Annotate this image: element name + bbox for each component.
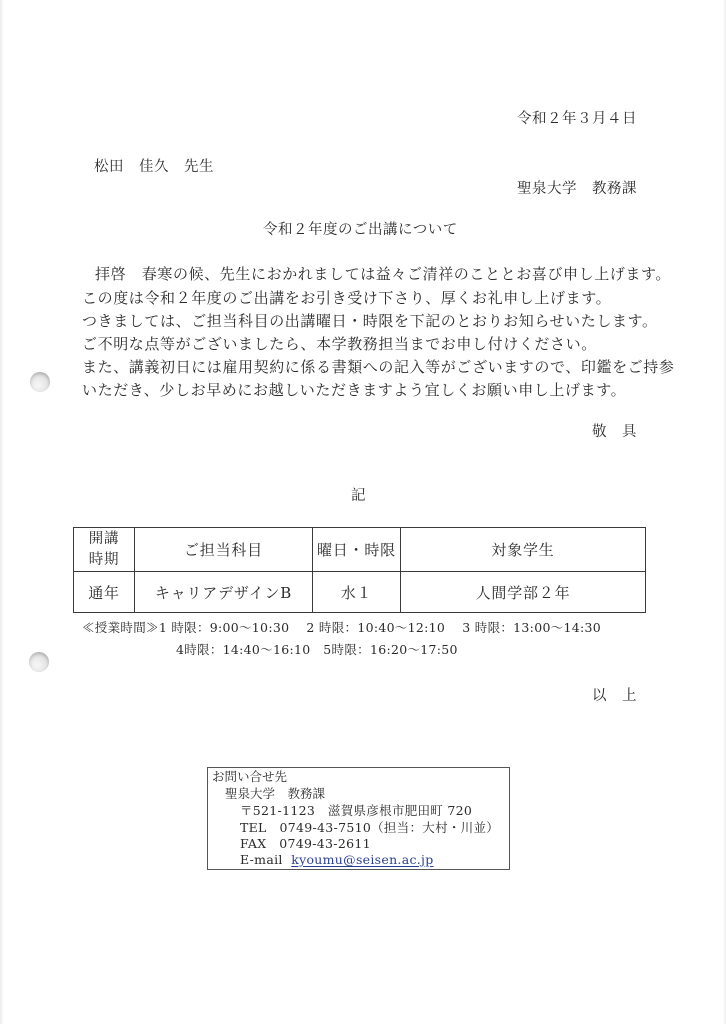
- cell-day-period: 水１: [313, 572, 401, 613]
- sender-name: 聖泉大学 教務課: [517, 181, 637, 197]
- email-link[interactable]: kyoumu@seisen.ac.jp: [291, 852, 434, 867]
- class-times-line2: 4時限：14:40～16:10 5時限：16:20～17:50: [176, 642, 458, 657]
- cell-subject: キャリアデザインB: [135, 572, 313, 613]
- table-row: [74, 572, 646, 613]
- class-times-label: ≪授業時間≫: [82, 620, 159, 635]
- fax-label: FAX: [240, 836, 267, 851]
- header-period: [74, 528, 135, 572]
- header-period-line2: 時期: [88, 551, 120, 568]
- closing-ijou: 以 上: [592, 688, 637, 704]
- body-line: この度は令和２年度のご出講をお引き受け下さり、厚くお礼申し上げます。: [82, 289, 612, 307]
- contact-address: 〒521-1123 滋賀県彦根市肥田町 720: [240, 803, 473, 818]
- course-table: [73, 527, 646, 613]
- contact-box: [207, 767, 510, 870]
- punch-hole-bottom: [29, 652, 49, 672]
- table-header-row: [74, 528, 646, 572]
- page-edge-left: [0, 0, 4, 1024]
- contact-fax: [240, 836, 371, 853]
- contact-tel: [240, 820, 499, 837]
- cell-students: 人間学部２年: [401, 572, 646, 613]
- recipient-name: 松田 佳久 先生: [94, 159, 214, 175]
- header-period-line1: 開講: [88, 530, 120, 547]
- contact-email: [240, 852, 434, 869]
- class-times-periods-1-3: 1 時限：9:00～10:30 2 時限：10:40～12:10 3 時限：13:00～14:30: [158, 620, 602, 635]
- body-line: ご不明な点等がございましたら、本学教務担当までお申し付けください。: [82, 335, 597, 353]
- ki-heading: 記: [351, 488, 366, 504]
- body-line: 拝啓 春寒の候、先生におかれましては益々ご清祥のこととお喜び申し上げます。: [95, 265, 672, 283]
- body-line: また、講義初日には雇用契約に係る書類への記入等がございますので、印鑑をご持参: [82, 358, 675, 376]
- tel-label: TEL: [240, 820, 267, 835]
- cell-period: 通年: [74, 572, 135, 613]
- contact-title: お問い合せ先: [212, 769, 288, 784]
- fax-value: 0749-43-2611: [279, 836, 371, 851]
- body-line: つきましては、ご担当科目の出講曜日・時限を下記のとおりお知らせいたします。: [82, 312, 658, 330]
- contact-org: 聖泉大学 教務課: [225, 786, 326, 801]
- email-label: E-mail: [240, 852, 283, 867]
- tel-value: 0749-43-7510（担当：大村・川並）: [279, 820, 500, 835]
- punch-hole-top: [30, 372, 50, 392]
- header-students: 対象学生: [401, 528, 646, 572]
- letter-date: 令和２年３月４日: [517, 111, 637, 127]
- closing-keigu: 敬 具: [592, 424, 637, 440]
- header-subject: ご担当科目: [135, 528, 313, 572]
- class-times-line1: [82, 618, 601, 636]
- header-day-period: 曜日・時限: [313, 528, 401, 572]
- letter-subject: 令和２年度のご出講について: [263, 222, 458, 238]
- body-line: いただき、少しお早めにお越しいただきますよう宜しくお願い申し上げます。: [82, 381, 627, 399]
